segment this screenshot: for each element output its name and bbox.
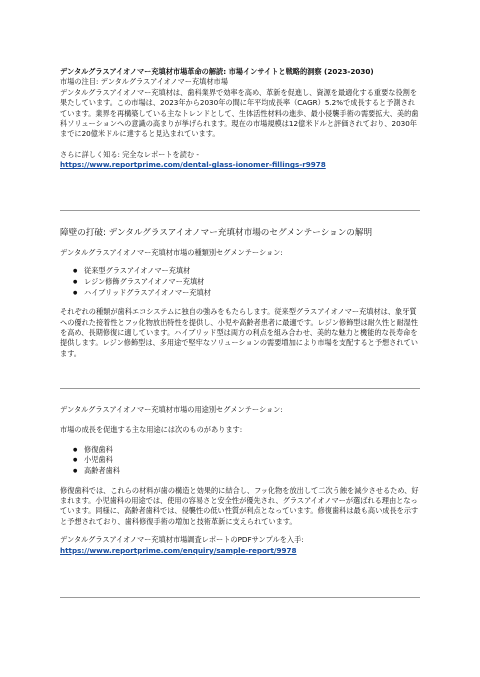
segmentation-section	[60, 227, 420, 359]
report-title: デンタルグラスアイオノマー充填材市場革命の解読: 市場インサイトと戦略的洞察 (2023-2030)	[60, 67, 374, 76]
list-item: ● 小児歯科	[60, 455, 420, 466]
intro-paragraph: デンタルグラスアイオノマー充填材は、歯科業界で効率を高め、革新を促進し、資源を最適化する重要な役割を果たしています。この市場は、2023年から2030年の間に年平均成長率（CAGR）5.2%で成長すると予測されています。業界を再構築している主なトレンドとして、生体活性材料の進歩、最小侵襲手術の需要拡大、美的歯科ソリューションへの意識の高まりが挙げられます。現在の市場規模は12億米ドルと評価されており、2030年までに20億米ドルに達すると見込まれています。	[60, 87, 419, 139]
application-segmentation-label: デンタルグラスアイオノマー充填材市場の用途別セグメンテーション:	[60, 405, 283, 414]
type-segmentation-label: デンタルグラスアイオノマー充填材市場の種類別セグメンテーション:	[60, 248, 283, 257]
sample-report-link[interactable]: https://www.reportprime.com/enquiry/sample-report/9978	[60, 545, 297, 555]
intro-section	[60, 67, 420, 171]
application-paragraph: 修復歯科では、これらの材料が歯の構造と効果的に結合し、フッ化物を放出して二次う蝕を減少させるため、好まれます。小児歯科の用途では、使用の容易さと安全性が優先され、グラスアイオノマーが選ばれる理由となっています。同様に、高齢者歯科では、侵襲性の低い性質が利点となっています。修復歯科は最も高い成長を示すと予想されており、歯科修復手術の増加と技術革新に支えられています。	[60, 485, 419, 526]
list-item: ● 従来型グラスアイオノマー充填材	[60, 266, 420, 277]
type-list	[60, 266, 420, 298]
list-item: ● 高齢者歯科	[60, 466, 420, 477]
list-item: ● 修復歯科	[60, 445, 420, 456]
application-sub-label: 市場の成長を促進する主な用途には次のものがあります:	[60, 425, 243, 435]
list-item: ● ハイブリッドグラスアイオノマー充填材	[60, 288, 420, 299]
section-divider	[60, 597, 420, 598]
type-paragraph: それぞれの種類が歯科エコシステムに独自の強みをもたらします。従来型グラスアイオノマー充填材は、象牙質への優れた接着性とフッ化物放出特性を提供し、小児や高齢者患者に最適です。レジン修飾型は耐久性と耐湿性を高め、長期修復に適しています。ハイブリッド型は両方の利点を組み合わせ、美的な魅力と機能的な長寿命を提供します。レジン修飾型は、多用途で堅牢なソリューションの需要増加により市場を支配すると予想されています。	[60, 307, 418, 358]
section-divider	[60, 210, 420, 211]
read-more-text: さらに詳しく知る: 完全なレポートを読む -	[60, 149, 199, 159]
segmentation-heading: 障壁の打破: デンタルグラスアイオノマー充填材市場のセグメンテーションの解明	[60, 228, 373, 238]
application-list	[60, 445, 420, 477]
list-item: ● レジン修飾グラスアイオノマー充填材	[60, 277, 420, 288]
sample-report-label: デンタルグラスアイオノマー充填材市場調査レポートのPDFサンプルを入手:	[60, 535, 304, 545]
full-report-link[interactable]: https://www.reportprime.com/dental-glass-ionomer-fillings-r9978	[60, 160, 326, 170]
section-divider	[60, 388, 420, 389]
application-section	[60, 405, 420, 556]
market-focus-line: 市場の注目: デンタルグラスアイオノマー充填材市場	[60, 77, 228, 87]
